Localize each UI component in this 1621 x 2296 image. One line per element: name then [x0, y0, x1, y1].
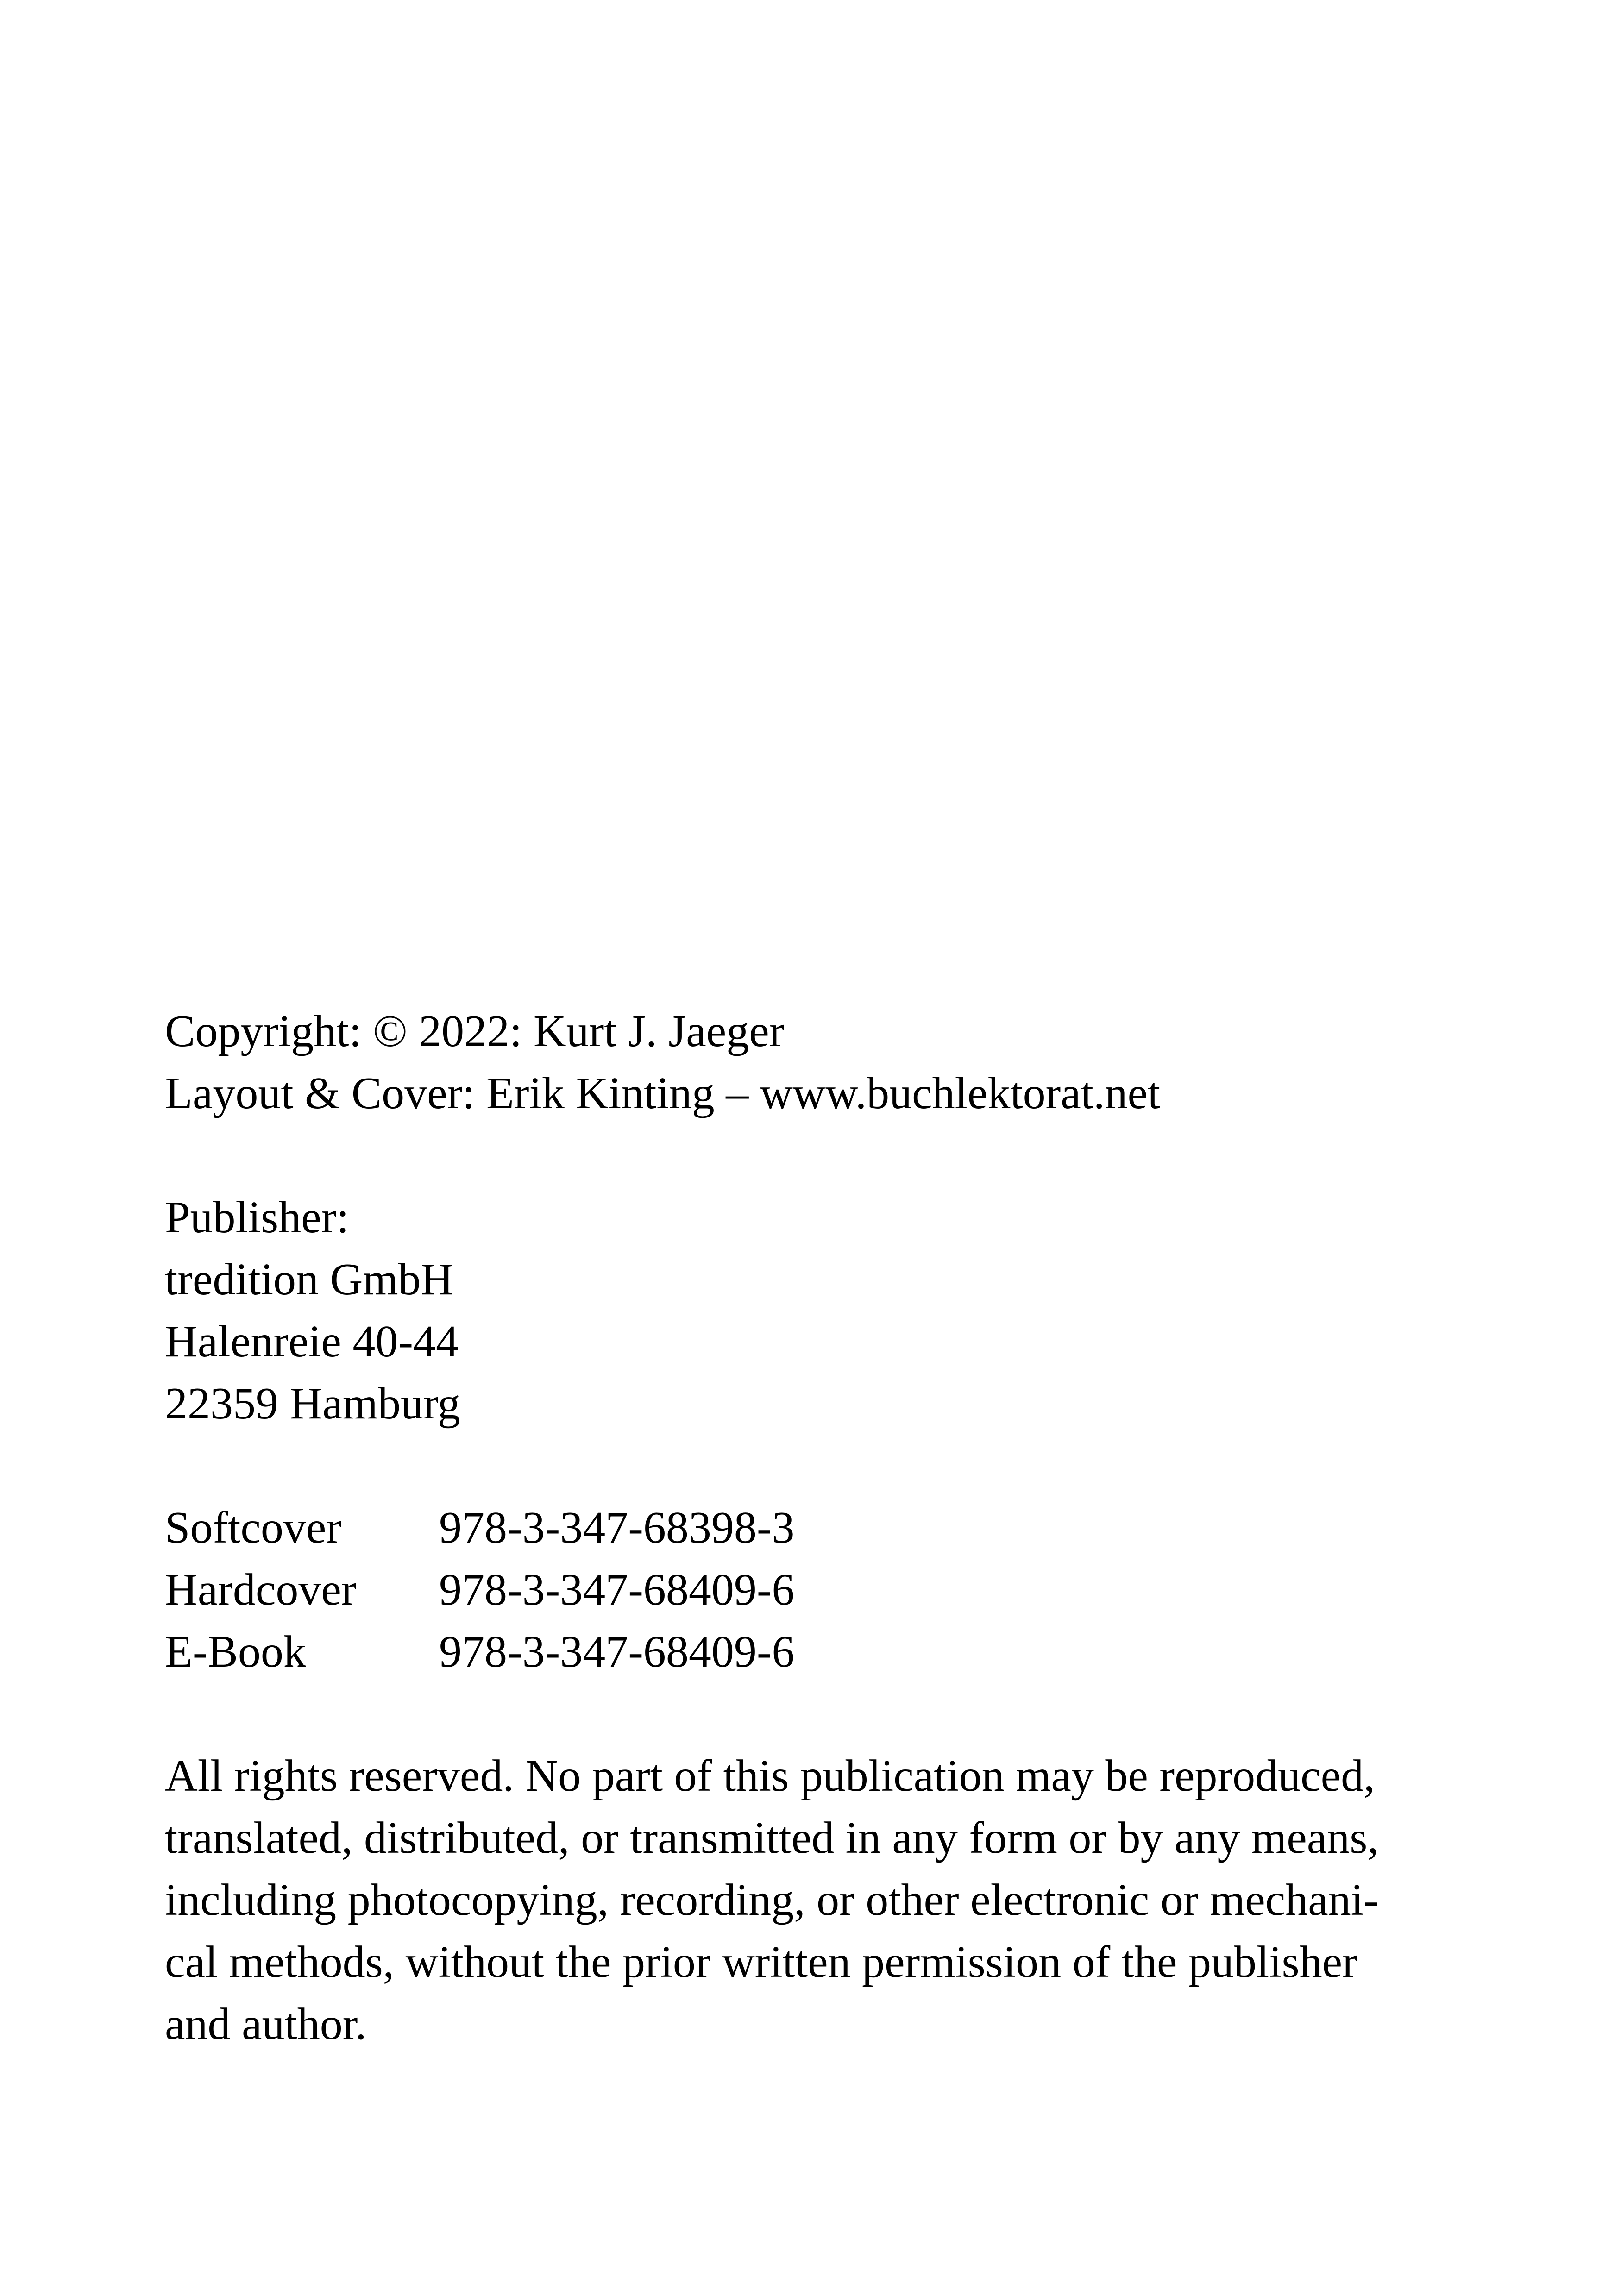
isbn-row-softcover	[165, 1497, 1425, 1559]
isbn-label: E-Book	[165, 1627, 306, 1677]
publisher-city: 22359 Hamburg	[165, 1379, 460, 1429]
rights-paragraph	[165, 1745, 1425, 2055]
copyright-block	[165, 1000, 1425, 1124]
isbn-label: Hardcover	[165, 1565, 357, 1615]
isbn-value: 978-3-347-68398-3	[439, 1503, 795, 1553]
isbn-block	[165, 1497, 1425, 1683]
spacer	[165, 1683, 1425, 1745]
publisher-street: Halenreie 40-44	[165, 1317, 459, 1367]
spacer	[165, 1435, 1425, 1497]
rights-line-4: cal methods, without the prior written permission of the publisher	[165, 1937, 1357, 1987]
imprint-content	[165, 1000, 1425, 2055]
publisher-heading: Publisher:	[165, 1192, 349, 1242]
rights-line-5: and author.	[165, 1999, 367, 2049]
isbn-row-ebook	[165, 1621, 1425, 1683]
isbn-value: 978-3-347-68409-6	[439, 1627, 795, 1677]
spacer	[165, 1124, 1425, 1186]
rights-line-2: translated, distributed, or transmitted in any form or by any means,	[165, 1813, 1379, 1863]
rights-line-3: including photocopying, recording, or other electronic or mechani-	[165, 1875, 1379, 1925]
rights-line-1: All rights reserved. No part of this publication may be reproduced,	[165, 1751, 1375, 1801]
layout-cover-line: Layout & Cover: Erik Kinting – www.buchlektorat.net	[165, 1068, 1161, 1118]
isbn-row-hardcover	[165, 1559, 1425, 1621]
publisher-name: tredition GmbH	[165, 1255, 454, 1305]
copyright-line: Copyright: © 2022: Kurt J. Jaeger	[165, 1006, 785, 1056]
publisher-block	[165, 1186, 1425, 1435]
isbn-value: 978-3-347-68409-6	[439, 1565, 795, 1615]
isbn-label: Softcover	[165, 1503, 341, 1553]
